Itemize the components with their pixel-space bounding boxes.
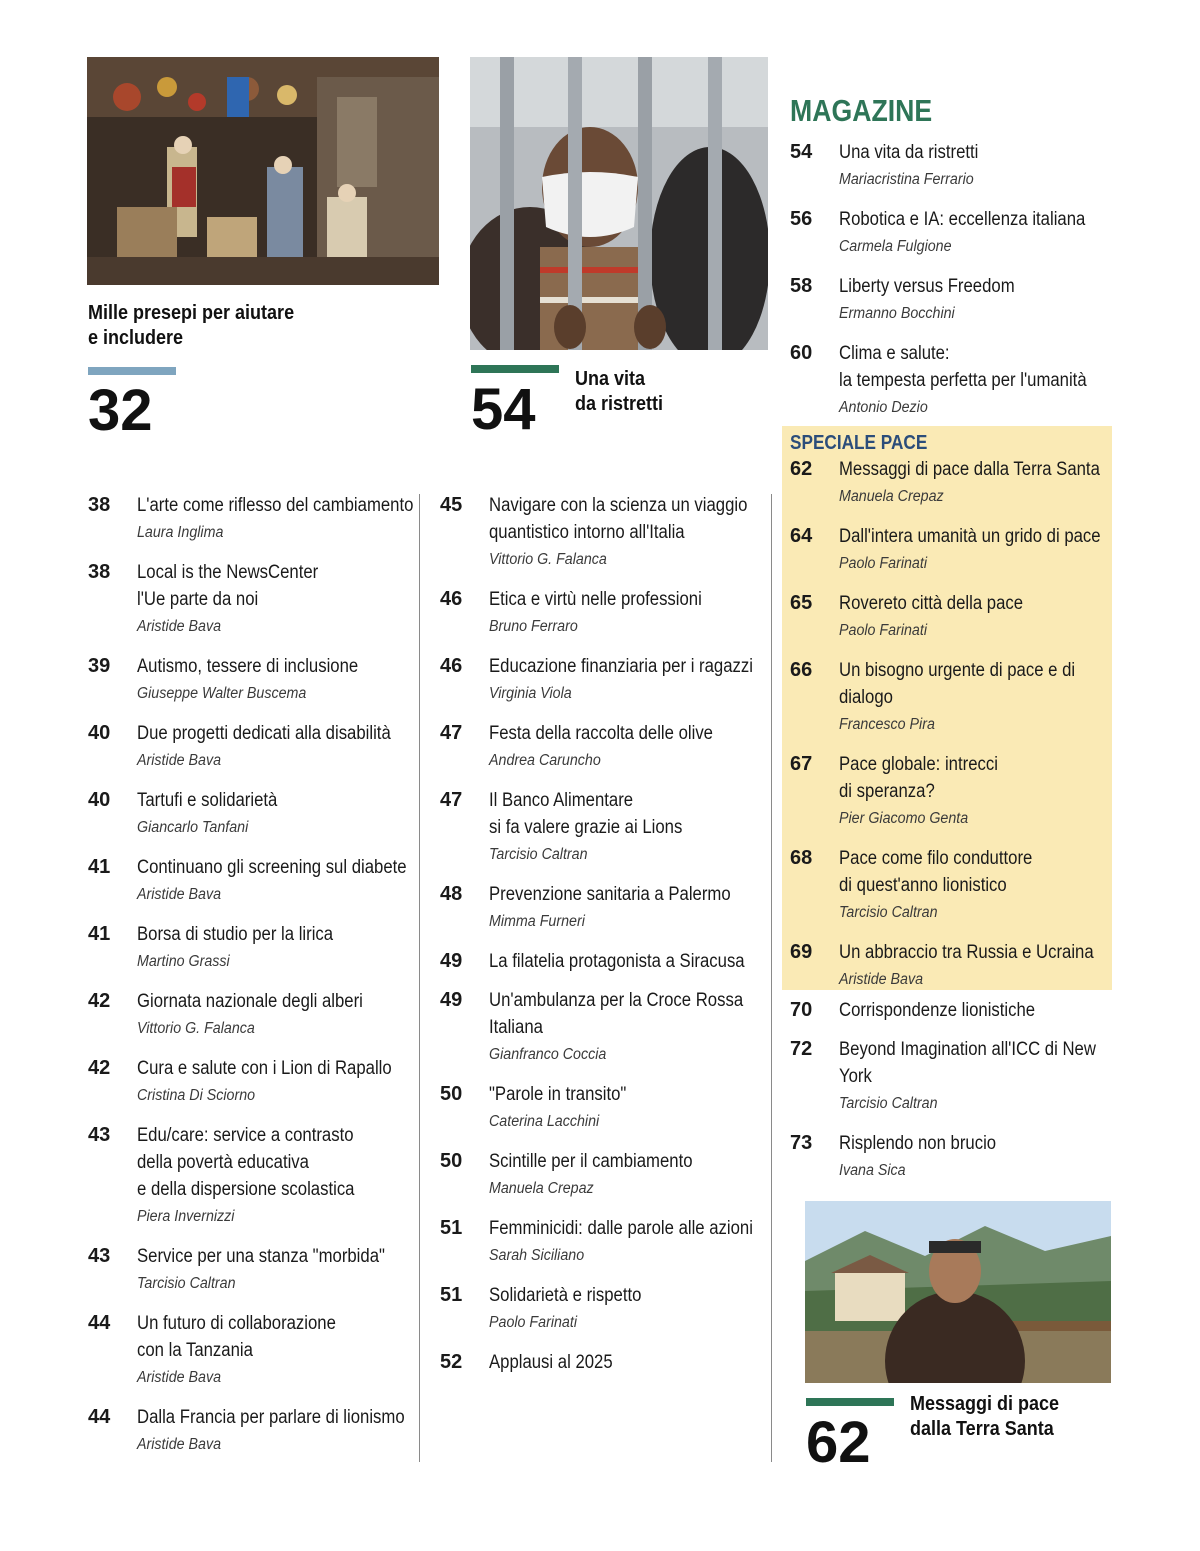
toc-article-title: Dall'intera umanità un grido di pace [839, 526, 1101, 547]
toc-article-author: Ermanno Bocchini [839, 305, 955, 322]
toc-entry [790, 273, 1110, 328]
toc-entry [790, 523, 1110, 578]
toc-page-number: 62 [790, 458, 813, 480]
toc-entry [440, 987, 765, 1069]
toc-article-title: Continuano gli screening sul diabete [137, 857, 407, 878]
feature-bar [88, 367, 176, 375]
toc-article-author: Tarcisio Caltran [137, 1275, 236, 1292]
toc-article-title: Service per una stanza "morbida" [137, 1246, 385, 1267]
toc-entry [440, 1282, 765, 1337]
toc-entry [790, 206, 1110, 261]
feature-title-ristretti [575, 367, 663, 417]
toc-entry [88, 492, 413, 547]
toc-page-number: 66 [790, 659, 813, 681]
toc-article-title: Femminicidi: dalle parole alle azioni [489, 1218, 753, 1239]
toc-page-number: 60 [790, 342, 813, 364]
toc-article-title: Un abbraccio tra Russia e Ucraina [839, 942, 1094, 963]
feature-title-presepi [88, 301, 294, 351]
feature-title-line: da ristretti [575, 393, 664, 415]
toc-article-author: Paolo Farinati [489, 1314, 577, 1331]
toc-entry [88, 988, 413, 1043]
toc-page-number: 46 [440, 588, 463, 610]
toc-article-author: Pier Giacomo Genta [839, 810, 969, 827]
feature-bar [806, 1398, 894, 1406]
toc-page-number: 65 [790, 592, 813, 614]
toc-entry [440, 1148, 765, 1203]
toc-entry [88, 720, 413, 775]
column-divider [771, 494, 772, 1462]
toc-page-number: 54 [790, 141, 813, 163]
toc-article-title: Pace come filo conduttore di quest'anno lionistico [839, 848, 1033, 896]
toc-article-title: Local is the NewsCenter l'Ue parte da noi [137, 562, 319, 610]
toc-article-author: Andrea Caruncho [489, 752, 601, 769]
toc-article-title: Rovereto città della pace [839, 593, 1024, 614]
toc-entry [88, 1243, 413, 1298]
toc-entry [88, 1122, 413, 1231]
toc-article-title: Festa della raccolta delle olive [489, 723, 713, 744]
feature-title-line: dalla Terra Santa [910, 1418, 1054, 1440]
feature-bar [471, 365, 559, 373]
toc-page-number: 72 [790, 1038, 813, 1060]
toc-article-author: Ivana Sica [839, 1162, 906, 1179]
toc-entry [440, 881, 765, 936]
toc-article-title: Applausi al 2025 [489, 1352, 613, 1373]
toc-article-author: Aristide Bava [137, 618, 222, 635]
toc-article-author: Martino Grassi [137, 953, 230, 970]
toc-entry [790, 939, 1110, 994]
toc-entry [440, 1349, 765, 1376]
toc-article-title: Un bisogno urgente di pace e di dialogo [839, 660, 1076, 708]
feature-page-number: 54 [471, 377, 536, 442]
toc-column-left [88, 492, 413, 1471]
toc-page-number: 50 [440, 1150, 463, 1172]
toc-article-title: Cura e salute con i Lion di Rapallo [137, 1058, 392, 1079]
toc-entry [88, 559, 413, 641]
toc-article-title: Educazione finanziaria per i ragazzi [489, 656, 753, 677]
toc-entry [790, 751, 1110, 833]
toc-article-title: Un futuro di collaborazione con la Tanzania [137, 1313, 336, 1361]
toc-entry [440, 787, 765, 869]
toc-page-number: 52 [440, 1351, 463, 1373]
toc-article-author: Francesco Pira [839, 716, 935, 733]
toc-article-title: Prevenzione sanitaria a Palermo [489, 884, 731, 905]
toc-article-author: Tarcisio Caltran [839, 1095, 938, 1112]
toc-entry [88, 1310, 413, 1392]
toc-page-number: 68 [790, 847, 813, 869]
toc-article-author: Aristide Bava [137, 886, 222, 903]
toc-page-number: 42 [88, 1057, 111, 1079]
toc-page-number: 47 [440, 722, 463, 744]
toc-article-author: Gianfranco Coccia [489, 1046, 607, 1063]
toc-speciale-list [790, 456, 1110, 1006]
toc-entry [440, 948, 765, 975]
toc-page-number: 64 [790, 525, 813, 547]
toc-page-number: 49 [440, 989, 463, 1011]
toc-entry [790, 139, 1110, 194]
toc-article-title: Una vita da ristretti [839, 142, 979, 163]
toc-entry [88, 1055, 413, 1110]
toc-magazine-list [790, 139, 1110, 434]
feature-page-number: 32 [88, 378, 153, 443]
toc-article-title: Borsa di studio per la lirica [137, 924, 334, 945]
toc-page-number: 47 [440, 789, 463, 811]
toc-entry [790, 456, 1110, 511]
toc-article-author: Aristide Bava [137, 1369, 222, 1386]
toc-article-author: Antonio Dezio [839, 399, 928, 416]
toc-page-number: 40 [88, 789, 111, 811]
toc-article-title: La filatelia protagonista a Siracusa [489, 951, 745, 972]
toc-article-author: Bruno Ferraro [489, 618, 578, 635]
toc-entry [88, 653, 413, 708]
toc-article-title: Clima e salute: la tempesta perfetta per l'umanità [839, 343, 1087, 391]
toc-entry [440, 492, 765, 574]
toc-page-number: 58 [790, 275, 813, 297]
toc-article-author: Giuseppe Walter Buscema [137, 685, 307, 702]
toc-article-author: Tarcisio Caltran [839, 904, 938, 921]
toc-page-number: 67 [790, 753, 813, 775]
toc-article-title: Corrispondenze lionistiche [839, 1000, 1036, 1021]
toc-page-number: 45 [440, 494, 463, 516]
toc-article-author: Vittorio G. Falanca [137, 1020, 255, 1037]
toc-entry [440, 720, 765, 775]
toc-page-number: 42 [88, 990, 111, 1012]
toc-article-title: Un'ambulanza per la Croce Rossa Italiana [489, 990, 744, 1038]
toc-article-title: Solidarietà e rispetto [489, 1285, 642, 1306]
toc-article-author: Carmela Fulgione [839, 238, 952, 255]
toc-page-number: 41 [88, 923, 111, 945]
toc-article-author: Aristide Bava [137, 752, 222, 769]
toc-page-number: 73 [790, 1132, 813, 1154]
toc-page-number: 43 [88, 1124, 111, 1146]
toc-entry [790, 845, 1110, 927]
toc-article-title: Due progetti dedicati alla disabilità [137, 723, 391, 744]
toc-page-number: 40 [88, 722, 111, 744]
toc-page-number: 38 [88, 494, 111, 516]
speciale-pace-heading: SPECIALE PACE [790, 432, 928, 454]
toc-page-number: 48 [440, 883, 463, 905]
toc-article-author: Vittorio G. Falanca [489, 551, 607, 568]
toc-entry [790, 1130, 1110, 1185]
toc-article-author: Mimma Furneri [489, 913, 585, 930]
toc-entry [88, 921, 413, 976]
toc-article-author: Laura Inglima [137, 524, 224, 541]
toc-article-title: Navigare con la scienza un viaggio quantistico intorno all'Italia [489, 495, 748, 543]
toc-entry [790, 1036, 1110, 1118]
toc-article-author: Mariacristina Ferrario [839, 171, 974, 188]
feature-title-line: Una vita [575, 368, 646, 390]
toc-article-author: Aristide Bava [839, 971, 924, 988]
toc-entry [440, 1081, 765, 1136]
toc-article-title: Dalla Francia per parlare di lionismo [137, 1407, 405, 1428]
toc-article-title: Il Banco Alimentare si fa valere grazie ai Lions [489, 790, 683, 838]
toc-entry [790, 997, 1110, 1024]
toc-entry [790, 590, 1110, 645]
toc-entry [790, 657, 1110, 739]
toc-magazine-more-list [790, 997, 1110, 1197]
toc-page-number: 50 [440, 1083, 463, 1105]
toc-page-number: 56 [790, 208, 813, 230]
feature-title-pace [910, 1392, 1059, 1442]
toc-article-title: Messaggi di pace dalla Terra Santa [839, 459, 1100, 480]
prisoner-photo [470, 57, 768, 350]
toc-article-title: Autismo, tessere di inclusione [137, 656, 359, 677]
toc-article-author: Aristide Bava [137, 1436, 222, 1453]
feature-title-line: Mille presepi per aiutare [88, 302, 295, 324]
toc-article-author: Cristina Di Sciorno [137, 1087, 256, 1104]
toc-article-author: Virginia Viola [489, 685, 572, 702]
magazine-heading: MAGAZINE [790, 93, 933, 128]
toc-article-title: Robotica e IA: eccellenza italiana [839, 209, 1086, 230]
toc-article-author: Paolo Farinati [839, 622, 927, 639]
toc-page-number: 38 [88, 561, 111, 583]
toc-page-number: 51 [440, 1217, 463, 1239]
toc-page-number: 51 [440, 1284, 463, 1306]
toc-article-author: Tarcisio Caltran [489, 846, 588, 863]
feature-title-line: e includere [88, 327, 184, 349]
toc-entry [88, 1404, 413, 1459]
toc-page-number: 44 [88, 1312, 111, 1334]
toc-article-title: Etica e virtù nelle professioni [489, 589, 702, 610]
toc-page-number: 43 [88, 1245, 111, 1267]
toc-entry [88, 787, 413, 842]
toc-article-author: Giancarlo Tanfani [137, 819, 249, 836]
friar-photo [805, 1201, 1111, 1383]
toc-entry [88, 854, 413, 909]
toc-entry [440, 586, 765, 641]
toc-article-title: Scintille per il cambiamento [489, 1151, 693, 1172]
feature-page-number: 62 [806, 1410, 871, 1475]
toc-page-number: 46 [440, 655, 463, 677]
toc-article-title: Risplendo non brucio [839, 1133, 997, 1154]
toc-article-author: Manuela Crepaz [839, 488, 944, 505]
toc-entry [790, 340, 1110, 422]
toc-page-number: 44 [88, 1406, 111, 1428]
toc-entry [440, 1215, 765, 1270]
toc-article-title: Tartufi e solidarietà [137, 790, 278, 811]
toc-article-title: "Parole in transito" [489, 1084, 627, 1105]
toc-page-number: 69 [790, 941, 813, 963]
toc-page-number: 70 [790, 999, 813, 1021]
toc-article-author: Paolo Farinati [839, 555, 927, 572]
toc-article-author: Caterina Lacchini [489, 1113, 600, 1130]
toc-article-author: Sarah Siciliano [489, 1247, 585, 1264]
toc-page-number: 41 [88, 856, 111, 878]
toc-article-title: Beyond Imagination all'ICC di New York [839, 1039, 1096, 1087]
toc-article-author: Manuela Crepaz [489, 1180, 594, 1197]
toc-article-title: L'arte come riflesso del cambiamento [137, 495, 414, 516]
toc-page-number: 39 [88, 655, 111, 677]
toc-column-middle [440, 492, 765, 1388]
toc-article-title: Liberty versus Freedom [839, 276, 1015, 297]
toc-article-title: Pace globale: intrecci di speranza? [839, 754, 998, 802]
toc-page-number: 49 [440, 950, 463, 972]
toc-article-author: Piera Invernizzi [137, 1208, 235, 1225]
toc-article-title: Edu/care: service a contrasto della povertà educativa e della dispersione scolastica [137, 1125, 355, 1200]
toc-article-title: Giornata nazionale degli alberi [137, 991, 363, 1012]
feature-title-line: Messaggi di pace [910, 1393, 1060, 1415]
nativity-photo [87, 57, 439, 285]
toc-entry [440, 653, 765, 708]
